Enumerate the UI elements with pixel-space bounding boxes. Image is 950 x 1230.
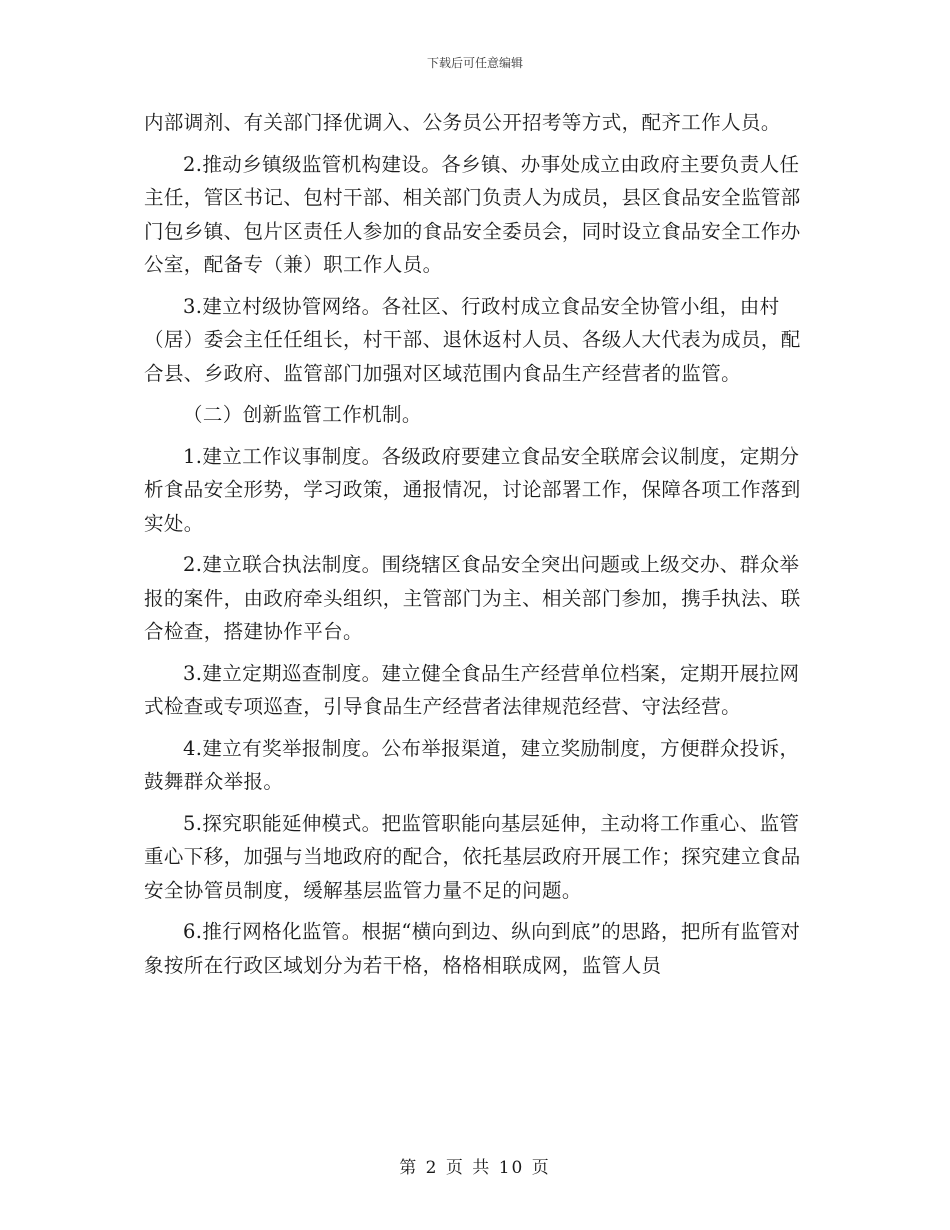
- document-body: [144, 106, 808, 990]
- paragraph-joint-enforcement: 2.建立联合执法制度。围绕辖区食品安全突出问题或上级交办、群众举报的案件，由政府牵头组织，主管部门为主、相关部门参加，携手执法、联合检查，搭建协作平台。: [144, 553, 801, 643]
- paragraph-reward-reporting: 4.建立有奖举报制度。公布举报渠道，建立奖励制度，方便群众投诉，鼓舞群众举报。: [144, 736, 800, 793]
- page-number-footer: 第 2 页 共 10 页: [399, 1158, 551, 1178]
- paragraph-grid-supervision: 6.推行网格化监管。根据“横向到边、纵向到底”的思路，把所有监管对象按所在行政区域划分为若干格，格格相联成网，监管人员: [144, 920, 801, 977]
- paragraph-continuation: 内部调剂、有关部门择优调入、公务员公开招考等方式，配齐工作人员。: [144, 111, 781, 134]
- paragraph-regular-inspection: 3.建立定期巡查制度。建立健全食品生产经营单位档案，定期开展拉网式检查或专项巡查，引导食品生产经营者法律规范经营、守法经营。: [144, 661, 800, 718]
- paragraph-function-extension: 5.探究职能延伸模式。把监管职能向基层延伸，主动将工作重心、监管重心下移，加强与当地政府的配合，依托基层政府开展工作；探究建立食品安全协管员制度，缓解基层监管力量不足的问题。: [144, 811, 801, 902]
- paragraph-village-network: 3.建立村级协管网络。各社区、行政村成立食品安全协管小组，由村（居）委会主任任组长，村干部、退休返村人员、各级人大代表为成员，配合县、乡政府、监管部门加强对区域范围内食品生产经营者的监管。: [144, 294, 801, 385]
- section-heading-mechanism: （二）创新监管工作机制。: [183, 403, 422, 426]
- paragraph-meeting-system: 1.建立工作议事制度。各级政府要建立食品安全联席会议制度，定期分析食品安全形势，学习政策，通报情况，讨论部署工作，保障各项工作落到实处。: [144, 444, 801, 535]
- page-header: 下载后可任意编辑: [426, 56, 523, 70]
- paragraph-township-supervision: 2.推动乡镇级监管机构建设。各乡镇、办事处成立由政府主要负责人任主任，管区书记、包村干部、相关部门负责人为成员，县区食品安全监管部门包乡镇、包片区责任人参加的食品安全委员会，同时设立食品安全工作办公室，配备专（兼）职工作人员。: [144, 152, 801, 276]
